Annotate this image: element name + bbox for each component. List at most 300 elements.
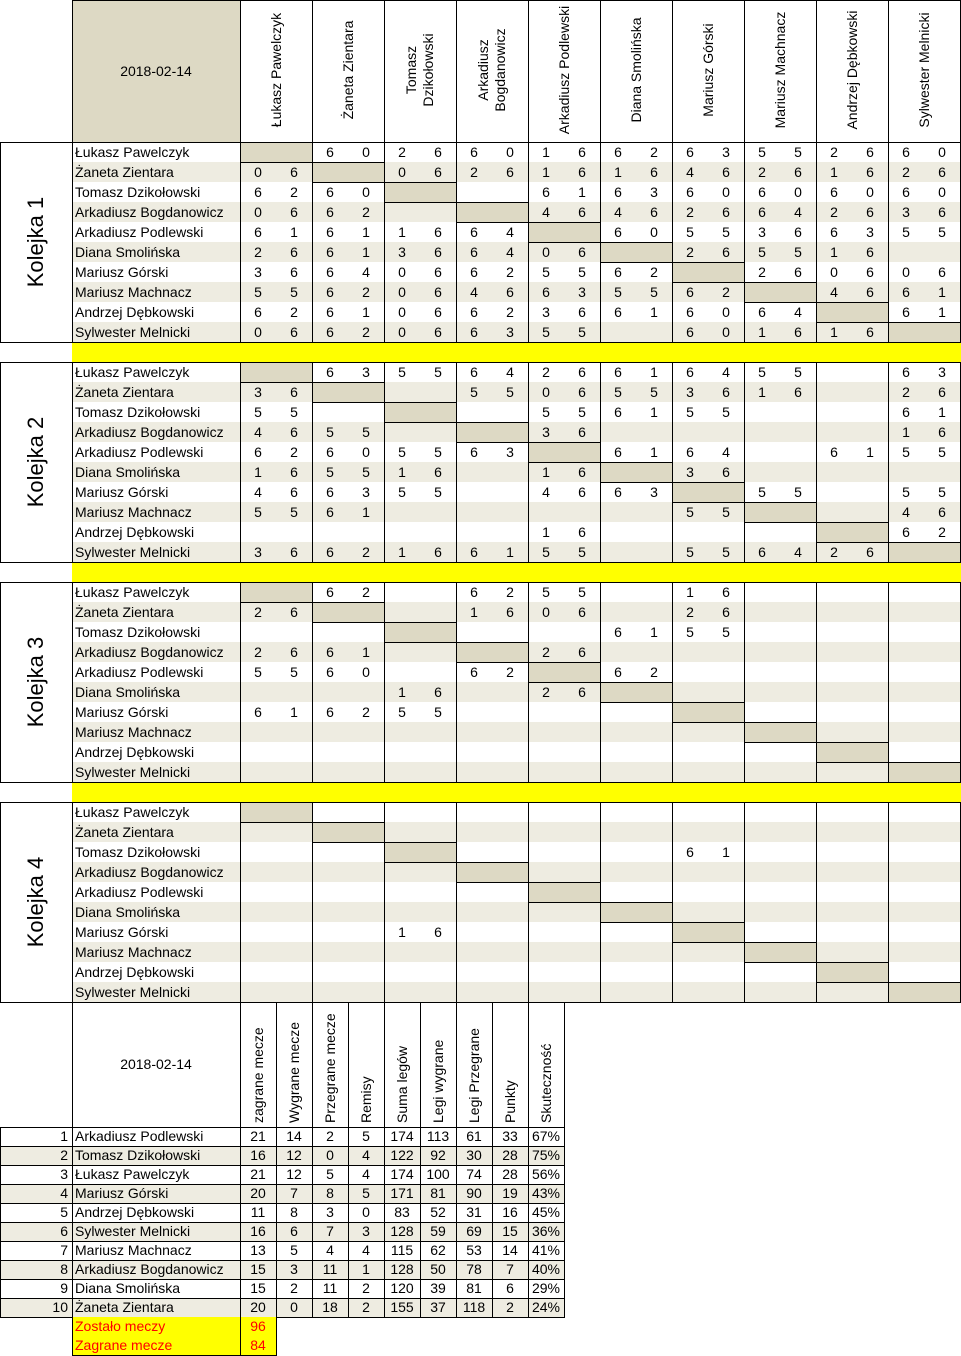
score-left: 5 [614,384,622,400]
score-left: 2 [686,204,694,220]
score-left: 6 [326,664,334,680]
score-left: 4 [830,284,838,300]
score-right: 2 [650,264,658,280]
score-right: 6 [866,324,874,340]
standings-player-name: Arkadiusz Bogdanowicz [75,1261,224,1277]
score-right: 2 [362,704,370,720]
score-left: 5 [686,544,694,560]
grid-vline [312,0,313,142]
score-right: 2 [506,664,514,680]
grid-vline [528,802,529,1003]
score-left: 2 [542,364,550,380]
diagonal-cell [384,622,457,643]
score-left: 1 [830,324,838,340]
score-right: 5 [722,404,730,420]
row-player-name: Diana Smolińska [75,464,181,480]
grid-hline [0,1298,565,1299]
score-right: 6 [506,604,514,620]
stats-header-8 [538,1013,555,1123]
standings-value: 20 [250,1185,266,1201]
score-left: 6 [686,304,694,320]
diagonal-cell [312,822,385,843]
summary-label: Zagrane mecze [75,1337,173,1353]
score-left: 6 [326,544,334,560]
score-left: 6 [614,364,622,380]
grid-vline [240,802,241,1003]
score-right: 4 [794,304,802,320]
grid-vline [72,142,73,343]
standings-position: 1 [60,1128,68,1144]
diagonal-cell [888,762,961,783]
grid-vline [384,362,385,563]
standings-value: 6 [506,1280,514,1296]
round-label-text: Kolejka 3 [23,636,48,728]
score-left: 0 [542,244,550,260]
score-right: 2 [290,444,298,460]
standings-value: 11 [322,1280,338,1296]
standings-value: 16 [250,1147,266,1163]
column-header-4 [556,5,573,135]
standings-value: 5 [326,1166,334,1182]
diagonal-cell [888,322,961,343]
row-player-name: Andrzej Dębkowski [75,744,195,760]
row-player-name: Mariusz Górski [75,924,169,940]
score-left: 1 [398,224,406,240]
score-right: 4 [722,364,730,380]
diagonal-cell [600,902,673,923]
grid-vline [744,362,745,563]
stats-header-6 [466,1013,483,1123]
row-player-name: Łukasz Pawelczyk [75,584,190,600]
score-right: 6 [434,284,442,300]
score-left: 6 [254,184,262,200]
score-left: 6 [686,844,694,860]
grid-vline [600,802,601,1003]
grid-vline [0,1127,1,1317]
grid-vline [72,362,73,563]
row-player-name: Diana Smolińska [75,244,181,260]
score-left: 6 [902,364,910,380]
stats-header-7 [502,1013,519,1123]
row-player-name: Żaneta Zientara [75,384,174,400]
score-right: 1 [722,844,730,860]
standings-value: 36% [531,1223,561,1239]
grid-vline [240,0,241,142]
standings-value: 62 [430,1242,446,1258]
grid-vline [240,582,241,783]
standings-value: 21 [250,1166,266,1182]
score-left: 1 [830,244,838,260]
score-left: 6 [470,144,478,160]
grid-vline [72,1002,73,1127]
score-left: 5 [686,404,694,420]
score-left: 5 [254,664,262,680]
standings-player-name: Sylwester Melnicki [75,1223,191,1239]
standings-value: 14 [286,1128,302,1144]
grid-hline [0,1241,565,1242]
diagonal-cell [240,582,313,603]
column-header-7 [772,5,789,135]
score-left: 5 [326,464,334,480]
stats-header-1 [286,1013,303,1123]
standings-value: 45% [531,1204,561,1220]
score-right: 5 [938,484,946,500]
score-left: 6 [830,184,838,200]
standings-value: 8 [326,1185,334,1201]
grid-vline [240,1002,241,1127]
score-right: 4 [506,244,514,260]
score-right: 6 [290,424,298,440]
standings-value: 2 [362,1299,370,1315]
row-player-name: Diana Smolińska [75,904,181,920]
row-player-name: Arkadiusz Podlewski [75,664,204,680]
grid-vline [456,362,457,563]
standings-date: 2018-02-14 [120,1056,192,1072]
score-right: 2 [362,324,370,340]
round-separator [72,563,961,582]
score-left: 5 [758,364,766,380]
score-left: 6 [902,524,910,540]
grid-vline [312,1127,313,1317]
standings-value: 28 [502,1166,518,1182]
standings-position: 7 [60,1242,68,1258]
score-left: 6 [758,304,766,320]
row-player-name: Arkadiusz Bogdanowicz [75,644,224,660]
standings-value: 90 [466,1185,482,1201]
grid-vline [672,142,673,343]
standings-value: 171 [390,1185,414,1201]
score-left: 6 [326,484,334,500]
score-right: 0 [722,184,730,200]
grid-vline [492,1127,493,1317]
score-right: 5 [794,144,802,160]
score-left: 6 [326,324,334,340]
score-right: 6 [938,264,946,280]
score-right: 6 [938,384,946,400]
row-player-name: Mariusz Machnacz [75,724,192,740]
standings-value: 174 [390,1128,414,1144]
score-right: 5 [362,464,370,480]
standings-position: 2 [60,1147,68,1163]
grid-vline [528,142,529,343]
row-player-name: Żaneta Zientara [75,604,174,620]
standings-player-name: Łukasz Pawelczyk [75,1166,190,1182]
score-right: 6 [794,384,802,400]
score-left: 6 [470,584,478,600]
score-left: 5 [254,504,262,520]
score-left: 0 [830,264,838,280]
row-player-name: Andrzej Dębkowski [75,304,195,320]
grid-vline [600,142,601,343]
diagonal-cell [600,242,673,263]
round-separator [72,783,961,802]
diagonal-cell [672,922,745,943]
stats-header-3 [358,1013,375,1123]
score-right: 2 [506,584,514,600]
score-left: 5 [758,484,766,500]
score-left: 1 [830,164,838,180]
score-left: 1 [398,544,406,560]
grid-vline [600,582,601,783]
grid-vline [312,582,313,783]
round-label [16,172,56,312]
standings-value: 20 [250,1299,266,1315]
score-left: 5 [758,144,766,160]
stats-header-label: zagrane mecze [249,1027,266,1123]
standings-value: 5 [290,1242,298,1258]
score-left: 2 [470,164,478,180]
score-left: 4 [614,204,622,220]
score-left: 2 [686,244,694,260]
grid-vline [888,582,889,783]
standings-value: 74 [466,1166,482,1182]
score-left: 6 [326,444,334,460]
standings-value: 40% [531,1261,561,1277]
score-right: 6 [722,464,730,480]
grid-vline [0,802,1,1003]
grid-vline [72,0,73,142]
score-left: 5 [902,484,910,500]
score-left: 6 [542,284,550,300]
score-left: 3 [902,204,910,220]
score-right: 5 [938,224,946,240]
score-right: 5 [650,384,658,400]
score-left: 6 [902,184,910,200]
score-right: 6 [434,304,442,320]
standings-value: 2 [326,1128,334,1144]
score-left: 5 [686,624,694,640]
grid-vline [528,0,529,142]
grid-vline [888,362,889,563]
standings-value: 78 [466,1261,482,1277]
diagonal-cell [528,442,601,463]
grid-hline [0,582,961,583]
grid-vline [456,582,457,783]
score-right: 5 [578,544,586,560]
row-player-name: Sylwester Melnicki [75,324,191,340]
row-player-name: Tomasz Dzikołowski [75,184,201,200]
score-right: 4 [506,364,514,380]
score-right: 4 [362,264,370,280]
score-right: 6 [434,224,442,240]
score-right: 3 [506,444,514,460]
standings-value: 14 [502,1242,518,1258]
standings-value: 69 [466,1223,482,1239]
grid-vline [744,0,745,142]
score-left: 5 [326,424,334,440]
standings-value: 11 [322,1261,338,1277]
grid-vline [672,802,673,1003]
column-header-2 [403,5,437,135]
standings-value: 83 [394,1204,410,1220]
row-player-name: Arkadiusz Podlewski [75,224,204,240]
score-right: 6 [290,464,298,480]
standings-value: 115 [390,1242,414,1258]
score-right: 5 [290,504,298,520]
standings-value: 5 [362,1185,370,1201]
score-right: 6 [866,204,874,220]
row-player-name: Diana Smolińska [75,684,181,700]
diagonal-cell [312,162,385,183]
score-right: 6 [290,484,298,500]
column-header-3 [475,5,509,135]
grid-vline [456,1127,457,1317]
score-left: 4 [254,424,262,440]
score-right: 4 [794,204,802,220]
score-right: 5 [290,664,298,680]
score-left: 3 [686,384,694,400]
score-right: 5 [434,364,442,380]
row-player-name: Sylwester Melnicki [75,984,191,1000]
standings-value: 13 [250,1242,266,1258]
standings-value: 1 [362,1261,370,1277]
grid-vline [72,1317,73,1355]
score-left: 6 [614,624,622,640]
standings-value: 3 [362,1223,370,1239]
score-left: 5 [398,704,406,720]
row-player-name: Arkadiusz Bogdanowicz [75,204,224,220]
grid-vline [72,582,73,783]
grid-vline [600,0,601,142]
standings-player-name: Andrzej Dębkowski [75,1204,195,1220]
score-left: 6 [326,244,334,260]
score-left: 6 [758,544,766,560]
row-player-name: Andrzej Dębkowski [75,524,195,540]
score-right: 6 [938,424,946,440]
score-right: 1 [938,404,946,420]
score-left: 0 [398,264,406,280]
diagonal-cell [816,742,889,763]
row-player-name: Sylwester Melnicki [75,764,191,780]
grid-hline [0,1184,565,1185]
score-right: 6 [290,324,298,340]
score-left: 5 [542,404,550,420]
score-right: 6 [290,544,298,560]
stats-header-label: Legi Przegrane [465,1028,482,1123]
standings-value: 29% [531,1280,561,1296]
score-right: 6 [866,244,874,260]
column-header-8 [844,5,861,135]
score-left: 1 [398,924,406,940]
score-left: 6 [254,224,262,240]
row-player-name: Mariusz Machnacz [75,504,192,520]
standings-value: 16 [502,1204,518,1220]
grid-hline [0,362,961,363]
grid-vline [312,802,313,1003]
score-right: 6 [578,424,586,440]
grid-vline [456,0,457,142]
round-label [16,832,56,972]
score-right: 2 [362,284,370,300]
standings-player-name: Żaneta Zientara [75,1299,174,1315]
score-right: 6 [650,204,658,220]
score-right: 6 [794,324,802,340]
score-left: 6 [614,184,622,200]
grid-vline [744,142,745,343]
score-right: 5 [794,244,802,260]
score-left: 1 [542,464,550,480]
score-left: 6 [254,704,262,720]
grid-vline [456,142,457,343]
column-header-5 [628,5,645,135]
column-header-6 [700,5,717,135]
stats-header-2 [322,1013,339,1123]
round-label-text: Kolejka 4 [23,856,48,948]
score-left: 1 [758,324,766,340]
grid-vline [384,802,385,1003]
score-right: 6 [578,604,586,620]
score-right: 1 [362,504,370,520]
score-left: 0 [254,324,262,340]
grid-vline [528,362,529,563]
diagonal-cell [240,802,313,823]
score-right: 6 [578,484,586,500]
standings-value: 81 [466,1280,482,1296]
score-left: 5 [542,544,550,560]
column-header-9 [916,5,933,135]
score-left: 6 [686,184,694,200]
diagonal-cell [744,502,817,523]
score-right: 0 [938,184,946,200]
score-left: 6 [830,224,838,240]
diagonal-cell [240,362,313,383]
score-right: 0 [722,324,730,340]
row-player-name: Tomasz Dzikołowski [75,404,201,420]
grid-vline [816,582,817,783]
score-left: 1 [470,604,478,620]
score-left: 2 [542,684,550,700]
score-left: 5 [254,404,262,420]
stats-header-0 [250,1013,267,1123]
score-right: 0 [362,144,370,160]
standings-value: 24% [531,1299,561,1315]
standings-position: 8 [60,1261,68,1277]
score-left: 5 [614,284,622,300]
score-right: 3 [650,184,658,200]
stats-header-label: Legi wygrane [429,1039,446,1123]
round-label [16,392,56,532]
score-right: 1 [650,624,658,640]
standings-value: 7 [290,1185,298,1201]
score-right: 6 [578,384,586,400]
score-left: 5 [902,224,910,240]
grid-vline [492,1002,493,1127]
grid-vline [384,1002,385,1127]
score-right: 2 [362,544,370,560]
score-left: 3 [758,224,766,240]
standings-value: 7 [326,1223,334,1239]
diagonal-cell [816,302,889,323]
diagonal-cell [456,422,529,443]
diagonal-cell [672,262,745,283]
diagonal-cell [672,482,745,503]
diagonal-cell [600,682,673,703]
row-player-name: Arkadiusz Bogdanowicz [75,864,224,880]
score-right: 5 [794,364,802,380]
score-left: 6 [902,284,910,300]
grid-hline [0,1279,565,1280]
row-player-name: Łukasz Pawelczyk [75,364,190,380]
score-left: 6 [614,304,622,320]
score-left: 4 [542,204,550,220]
score-right: 5 [434,444,442,460]
score-right: 0 [938,144,946,160]
standings-value: 174 [390,1166,414,1182]
score-right: 6 [578,644,586,660]
standings-value: 33 [502,1128,518,1144]
standings-value: 67% [531,1128,561,1144]
standings-value: 15 [250,1261,266,1277]
